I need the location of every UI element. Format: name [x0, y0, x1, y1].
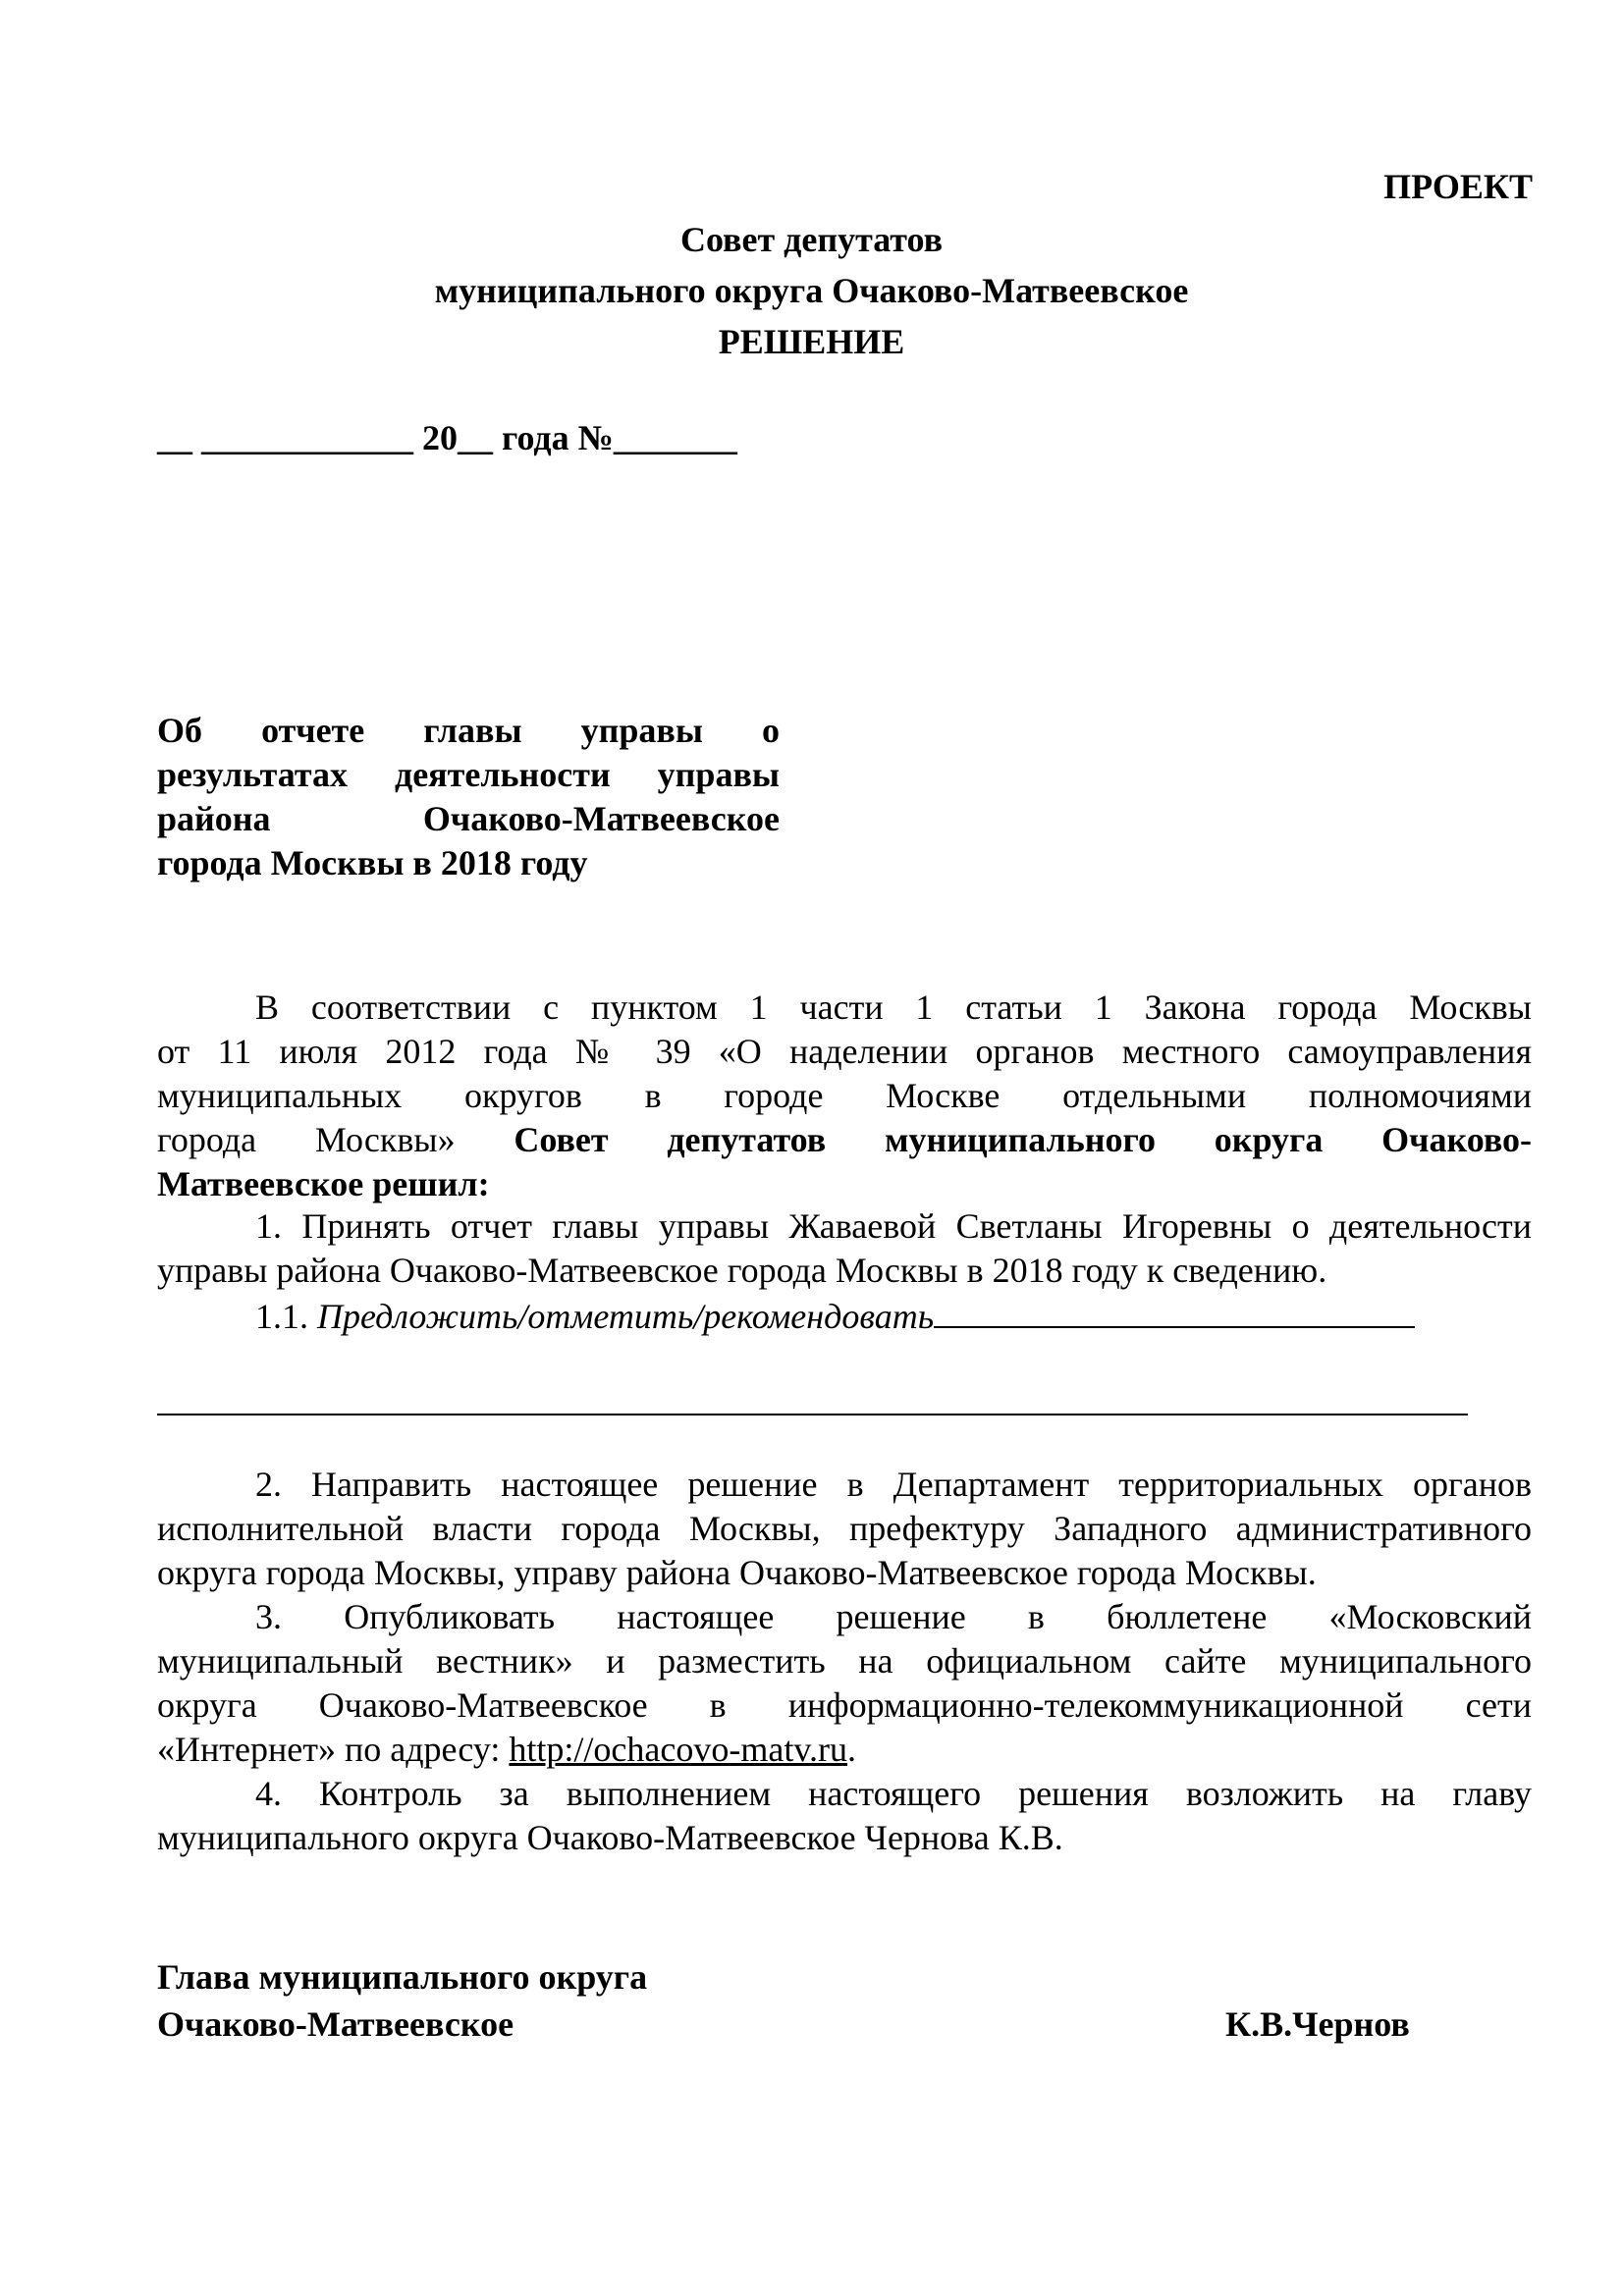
council-title: Совет депутатов [679, 220, 944, 259]
item-2-line: 2. Направить настоящее решение в Департамент территориальных органов [255, 1465, 1532, 1504]
fill-in-blank [934, 1293, 1415, 1328]
subject-line: результатах деятельности управы [157, 755, 780, 794]
year-blank: __ [458, 418, 493, 457]
item-1-1-number: 1.1. [255, 1297, 308, 1336]
year-number-label: года № [502, 418, 614, 457]
item-1-line: 1. Принять отчет главы управы Жаваевой Светланы Игоревны о деятельности [255, 1206, 1532, 1246]
day-blank: __ [157, 418, 192, 457]
district-title: муниципального округа Очаково-Матвеевское [434, 271, 1189, 310]
preamble-line [157, 1118, 1532, 1162]
website-link[interactable]: http://ochacovo-matv.ru [509, 1730, 847, 1769]
item-2-line: исполнительной власти города Москвы, префектуру Западного административного [157, 1509, 1532, 1548]
document-type: РЕШЕНИЕ [718, 322, 905, 361]
draft-mark: ПРОЕКТ [1383, 167, 1533, 206]
item-1-1-text: Предложить/отметить/рекомендовать [317, 1297, 935, 1336]
signatory-name: К.В.Чернов [1225, 2004, 1410, 2044]
signatory-title [157, 1953, 647, 2048]
signatory-title-line: Очаково-Матвеевское [157, 2004, 514, 2044]
item-3-line: округа Очаково-Матвеевское в информационно-телекоммуникационной сети [157, 1685, 1532, 1725]
item-4 [157, 1772, 1532, 1860]
item-3-line: муниципальный вестник» и разместить на официальном сайте муниципального [157, 1641, 1532, 1681]
preamble-line: муниципальных округов в городе Москве отдельными полномочиями [157, 1076, 1532, 1115]
date-number-line [157, 416, 737, 459]
item-4-line: муниципального округа Очаково-Матвеевское Чернова К.В. [157, 1818, 1063, 1857]
decision-subject [157, 709, 780, 885]
council-resolved-clause: Совет депутатов муниципального округа Очаково- [514, 1120, 1533, 1159]
month-blank: ____________ [201, 418, 413, 457]
preamble-line: В соответствии с пунктом 1 части 1 статьи 1 Закона города Москвы [255, 988, 1532, 1027]
item-1-1 [157, 1293, 1532, 1337]
item-4-line: 4. Контроль за выполнением настоящего решения возложить на главу [255, 1774, 1532, 1813]
preamble-text: города Москвы» [157, 1120, 456, 1159]
item-3-line: 3. Опубликовать настоящее решение в бюллетене «Московский [255, 1597, 1532, 1636]
item-2 [157, 1463, 1532, 1595]
council-resolved-line: Матвеевское решил: [157, 1164, 490, 1203]
preamble-line: от 11 июля 2012 года № 39 «О наделении органов местного самоуправления [157, 1032, 1532, 1071]
item-3 [157, 1595, 1532, 1772]
year-prefix: 20 [422, 418, 458, 457]
preamble [157, 986, 1532, 1206]
item-3-line [157, 1728, 1532, 1772]
item-1-1-line [157, 1293, 1532, 1337]
subject-line: района Очаково-Матвеевское [157, 799, 780, 838]
subject-line: города Москвы в 2018 году [157, 843, 588, 882]
fill-in-rule [157, 1414, 1468, 1415]
item-3-period: . [847, 1730, 856, 1769]
signatory-title-line: Глава муниципального округа [157, 1957, 648, 1997]
subject-line: Об отчете главы управы о [157, 711, 780, 750]
item-3-address-prefix: «Интернет» по адресу: [157, 1730, 501, 1769]
item-1-line: управы района Очаково-Матвеевское города Москвы в 2018 году к сведению. [157, 1251, 1327, 1290]
item-1 [157, 1204, 1532, 1293]
number-blank: _______ [613, 418, 737, 457]
item-2-line: округа города Москвы, управу района Очаково-Матвеевское города Москвы. [157, 1553, 1317, 1592]
